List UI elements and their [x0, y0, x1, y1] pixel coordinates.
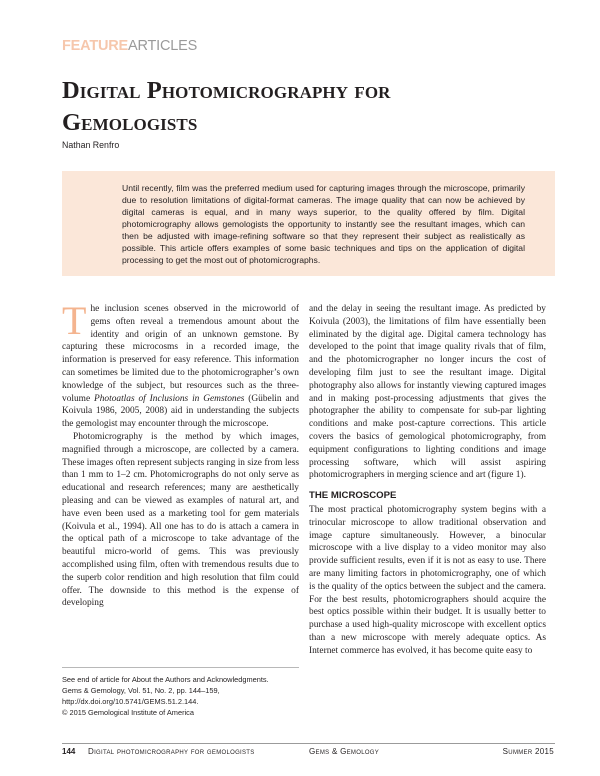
intro-text: he inclusion scenes observed in the microworld of gems often reveal a tremendous amount about the identity and origin of an unknown gemstone. By capturing these microcosms in a recorded image, the information is preserved for easy reference. This information can sometimes be limited due to the photomicrographer’s own knowledge of the subject, but resources such as the three-volume	[62, 304, 299, 404]
footnote-copyright: © 2015 Gemological Institute of America	[62, 708, 194, 717]
body-column-right	[309, 303, 546, 658]
footnotes	[62, 674, 299, 718]
footnote-divider	[62, 667, 299, 668]
journal-name: Gems & Gemology	[309, 747, 380, 756]
article-title: Digital Photomicrography for Gemologists	[62, 77, 391, 136]
book-title-italic: Photoatlas of Inclusions in Gemstones	[94, 393, 245, 404]
section-kicker	[62, 38, 197, 54]
kicker-feature: FEATURE	[62, 38, 128, 54]
paragraph-intro	[62, 298, 299, 431]
intro-text-end: (Gübelin and Koivula 1986, 2005, 2008) aid in understanding the subjects the gemologist may encounter through the microscope.	[62, 393, 299, 430]
author-name: Nathan Renfro	[62, 140, 120, 150]
footnote-doi-link[interactable]: http://dx.doi.org/10.5741/GEMS.51.2.144.	[62, 697, 199, 706]
footer-divider	[62, 743, 555, 744]
drop-cap: T	[62, 298, 87, 343]
kicker-articles: ARTICLES	[128, 38, 198, 54]
section-heading-microscope: THE MICROSCOPE	[309, 490, 397, 502]
abstract-box	[62, 171, 555, 276]
paragraph-microscope: The most practical photomicrography system begins with a trinocular microscope to allow traditional observation and image capture simultaneously. However, a binocular microscope with a live display to a video monitor may also provide sufficient results, even if it is not as easy to use. There are many limiting factors in photomicrography, one of which is the quality of the optics between the subject and the camera. For the best results, photomicrographers should acquire the best optics possible within their budget. It is usually better to purchase a used high-quality microscope with excellent optics than a new microscope with merely adequate optics. As Internet commerce has evolved, it has become quite easy to	[309, 504, 546, 656]
footnote-citation: Gems & Gemology, Vol. 51, No. 2, pp. 144–159,	[62, 686, 220, 695]
abstract-text: Until recently, film was the preferred medium used for capturing images through the microscope, primarily due to resolution limitations of digital-format cameras. The image quality that can now be achieved by digital cameras is equal, and in many ways superior, to the quality offered by film. Digital photomicrography allows gemologists the opportunity to instantly see the resultant images, which can then be adjusted with image-refining software so that they represent their subject as realistically as possible. This article offers examples of some basic techniques and tips on the application of digital processing to get the most out of photomicrographs.	[122, 183, 525, 265]
running-title: Digital photomicrography for gemologists	[88, 747, 255, 756]
issue-season: Summer 2015	[502, 747, 554, 756]
body-column-left	[62, 298, 299, 610]
paragraph-photomicrography: Photomicrography is the method by which images, magnified through a microscope, are collected by a camera. These images often represent subjects ranging in size from less than 1 mm to 1–2 cm. Photomicrographs do not only serve as educational and research references; many are aesthetically pleasing and can be viewed as examples of natural art, and have even been used as a marketing tool for gem materials (Koivula et al., 1994). All one has to do is attach a camera in the optical path of a microscope to take advantage of the beautiful micro-world of gems. This was previously accomplished using film, often with tremendous results due to the superb color rendition and high resolution that film could offer. The downside to this method is the expense of developing	[62, 431, 299, 609]
footnote-acknowledgments: See end of article for About the Authors and Acknowledgments.	[62, 675, 269, 684]
paragraph-continued: and the delay in seeing the resultant image. As predicted by Koivula (2003), the limitations of film have essentially been eliminated by the digital age. Digital camera technology has developed to the point that image quality rivals that of film, and the photomicrographer no longer incurs the cost of developing film just to see the resultant image. Digital photography also allows for instantly viewing captured images and in making post-processing adjustments that gives the photographer the ability to compensate for sub-par lighting conditions and make post-capture corrections. This article covers the basics of gemological photomicrography, from equipment configurations to lighting conditions and image processing software, which will assist aspiring photomicrographers in merging science and art (figure 1).	[309, 304, 546, 481]
page-number: 144	[62, 747, 76, 756]
